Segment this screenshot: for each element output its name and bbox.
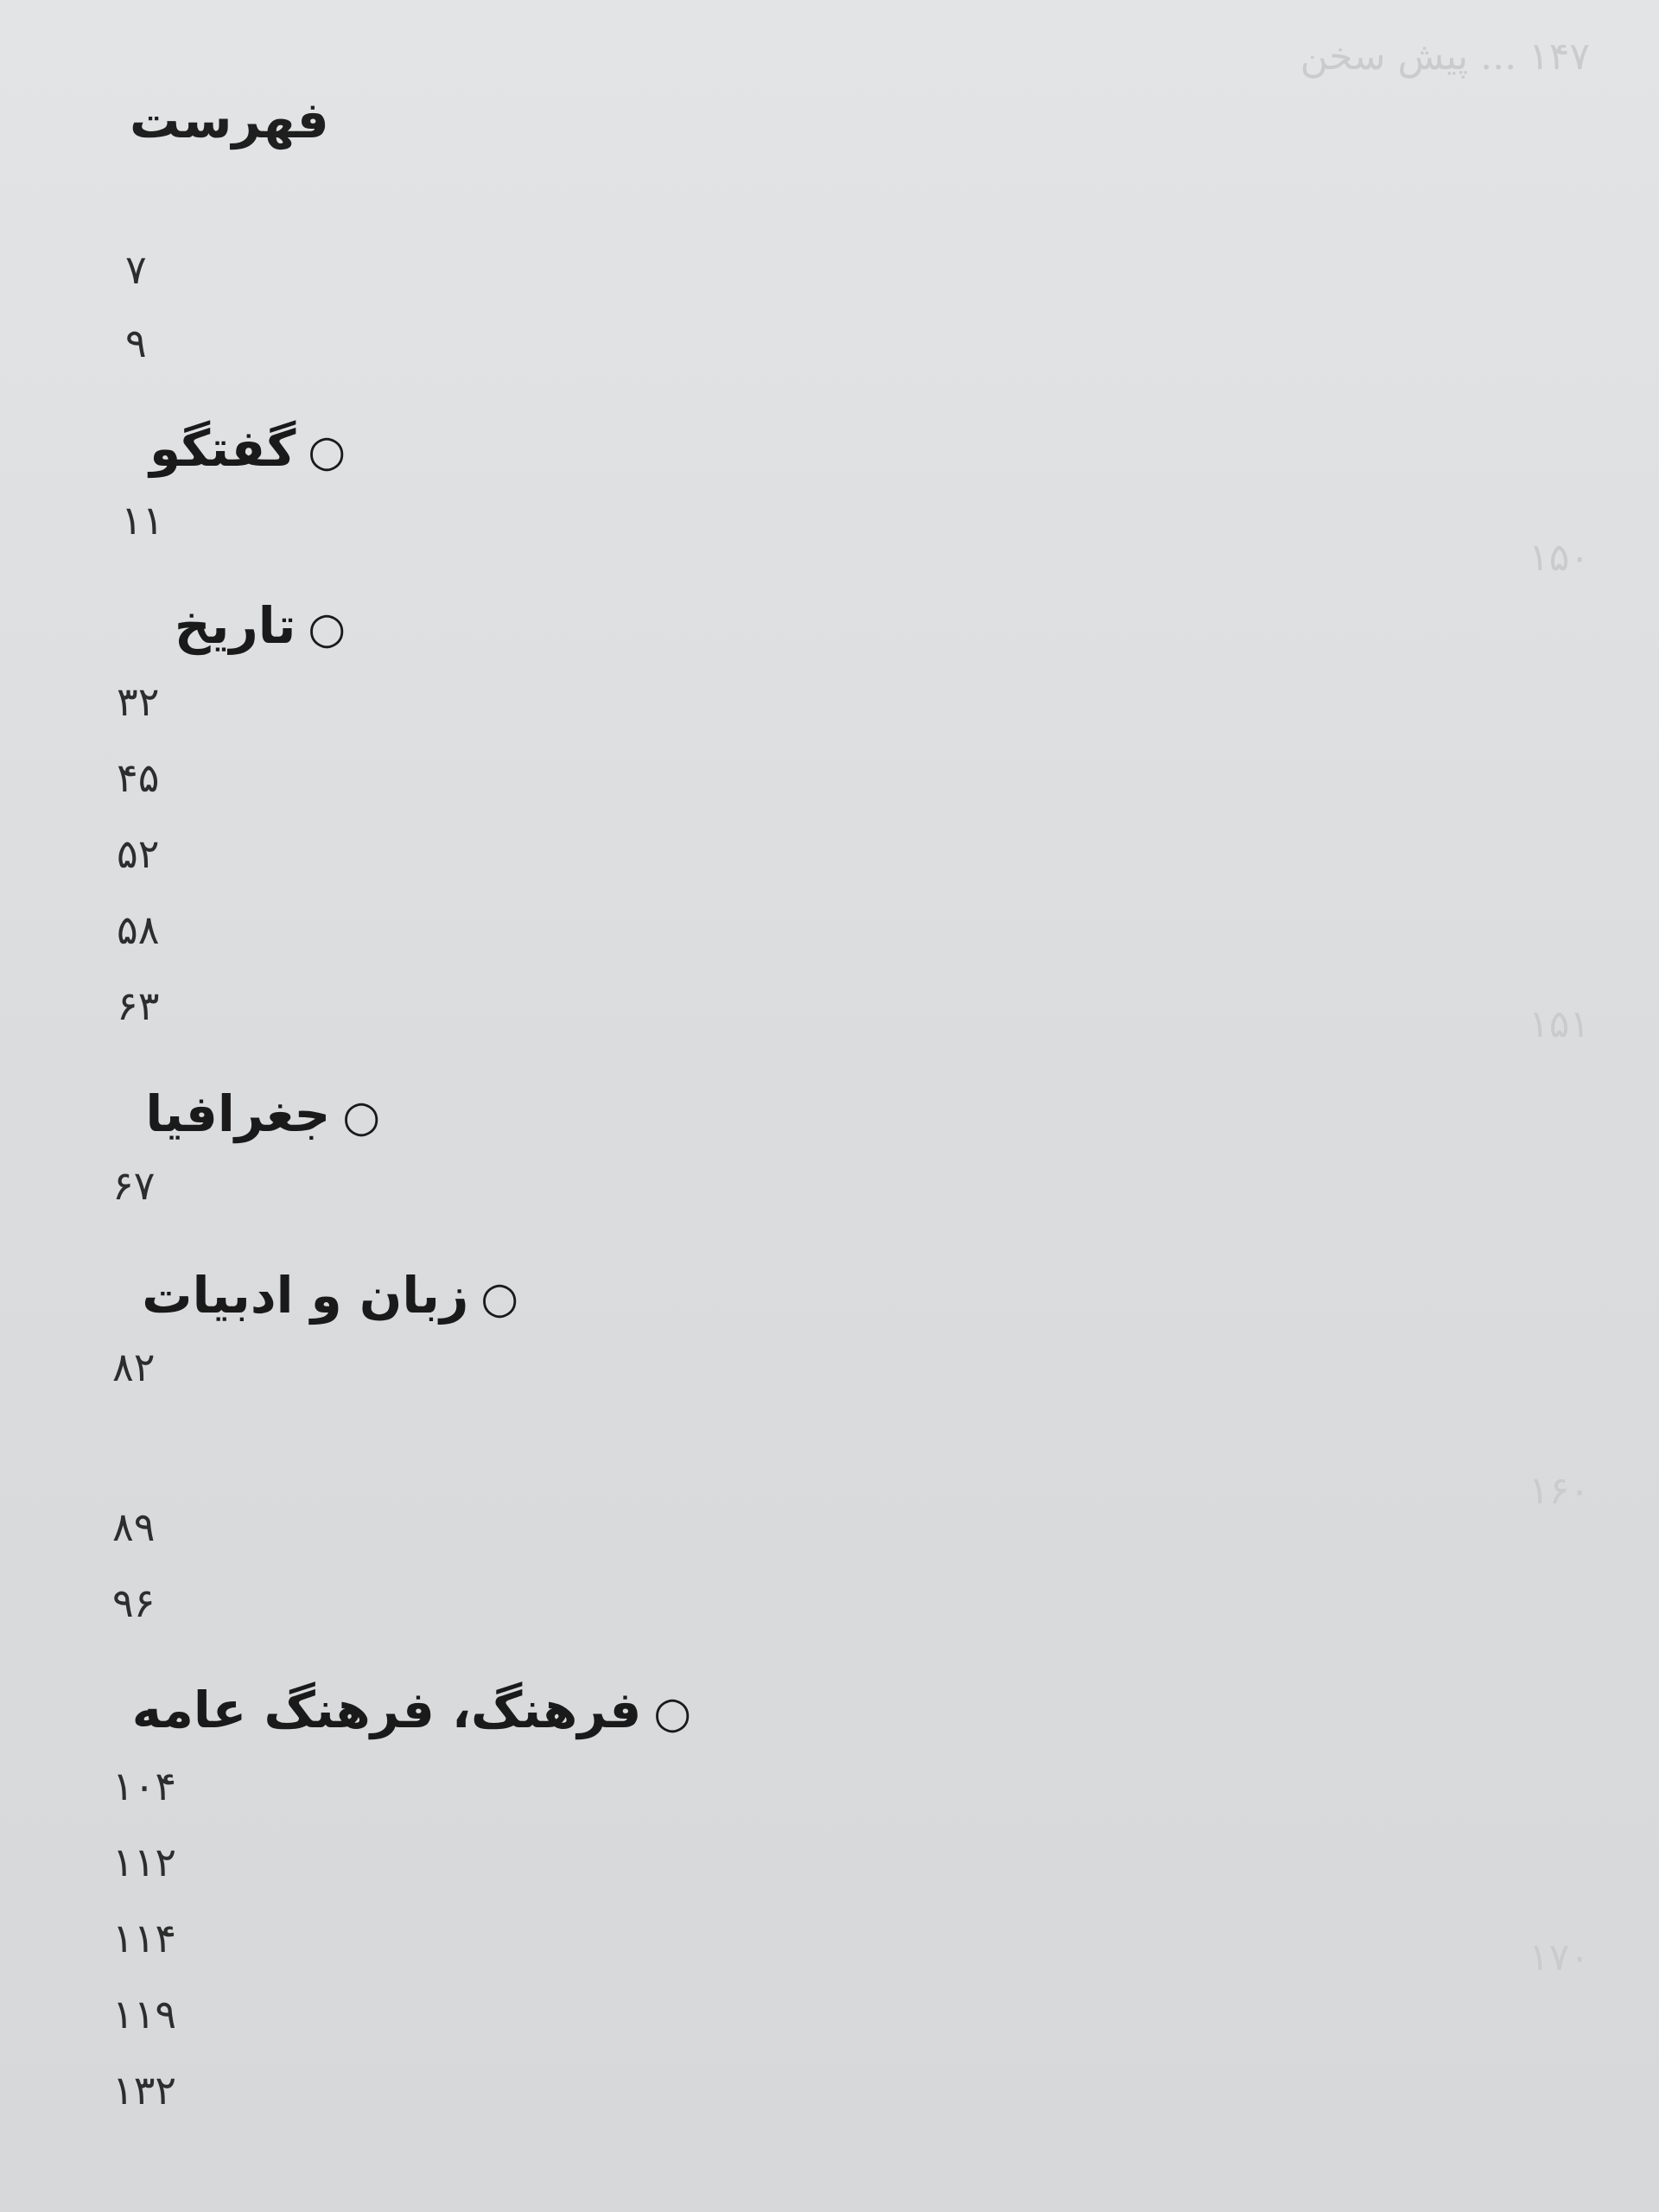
- circle-bullet-icon: ○: [653, 1688, 691, 1738]
- section-heading-label: فرهنگ، فرهنگ عامه: [131, 1681, 642, 1739]
- page-number: ۳۲: [117, 678, 160, 725]
- circle-bullet-icon: ○: [342, 1091, 380, 1141]
- bleed-text-5: ۱۷۰: [1529, 1936, 1590, 1980]
- page-number: ۱۱۹: [112, 1991, 177, 2037]
- section-heading-folk-culture: [132, 1681, 691, 1739]
- page-number: ۸۲: [112, 1344, 156, 1390]
- bleed-text-4: ۱۶۰: [1529, 1469, 1590, 1513]
- circle-bullet-icon: ○: [480, 1273, 518, 1323]
- page-number: ۴۵: [117, 754, 160, 801]
- page-number: ۱۱: [121, 497, 164, 543]
- page-number: ۵۸: [117, 906, 160, 953]
- page-number: ۱۱۴: [112, 1915, 177, 1961]
- page-number: ۱۳۲: [112, 2067, 177, 2113]
- circle-bullet-icon: ○: [308, 426, 346, 476]
- page-number: ۶۷: [112, 1162, 156, 1209]
- page-number: ۷: [125, 246, 147, 293]
- bleed-text-3: ۱۵۱: [1529, 1002, 1590, 1046]
- page-number: ۵۲: [117, 830, 160, 877]
- page-number: ۹۶: [112, 1580, 156, 1626]
- page-number: ۸۹: [112, 1503, 156, 1550]
- section-heading-geography: [145, 1084, 380, 1143]
- section-heading-label: گفتگو: [149, 419, 296, 478]
- circle-bullet-icon: ○: [308, 603, 346, 653]
- section-heading-label: تاریخ: [174, 596, 296, 655]
- section-heading-history: [175, 596, 346, 655]
- section-heading-label: زبان و ادبیات: [142, 1266, 469, 1325]
- page-number: ۶۳: [117, 982, 160, 1029]
- section-heading-language-literature: [142, 1266, 518, 1325]
- bleed-text-2: ۱۵۰: [1529, 536, 1590, 580]
- page-number: ۱۰۴: [112, 1763, 177, 1809]
- page-title: فهرست: [130, 91, 329, 149]
- bleed-text-1: ۱۴۷ ... پیش سخن: [1300, 35, 1590, 79]
- page-number: ۹: [125, 320, 147, 366]
- page-number: ۱۱۲: [112, 1839, 177, 1885]
- section-heading-label: جغرافیا: [145, 1084, 331, 1143]
- section-heading-dialogue: [149, 419, 346, 478]
